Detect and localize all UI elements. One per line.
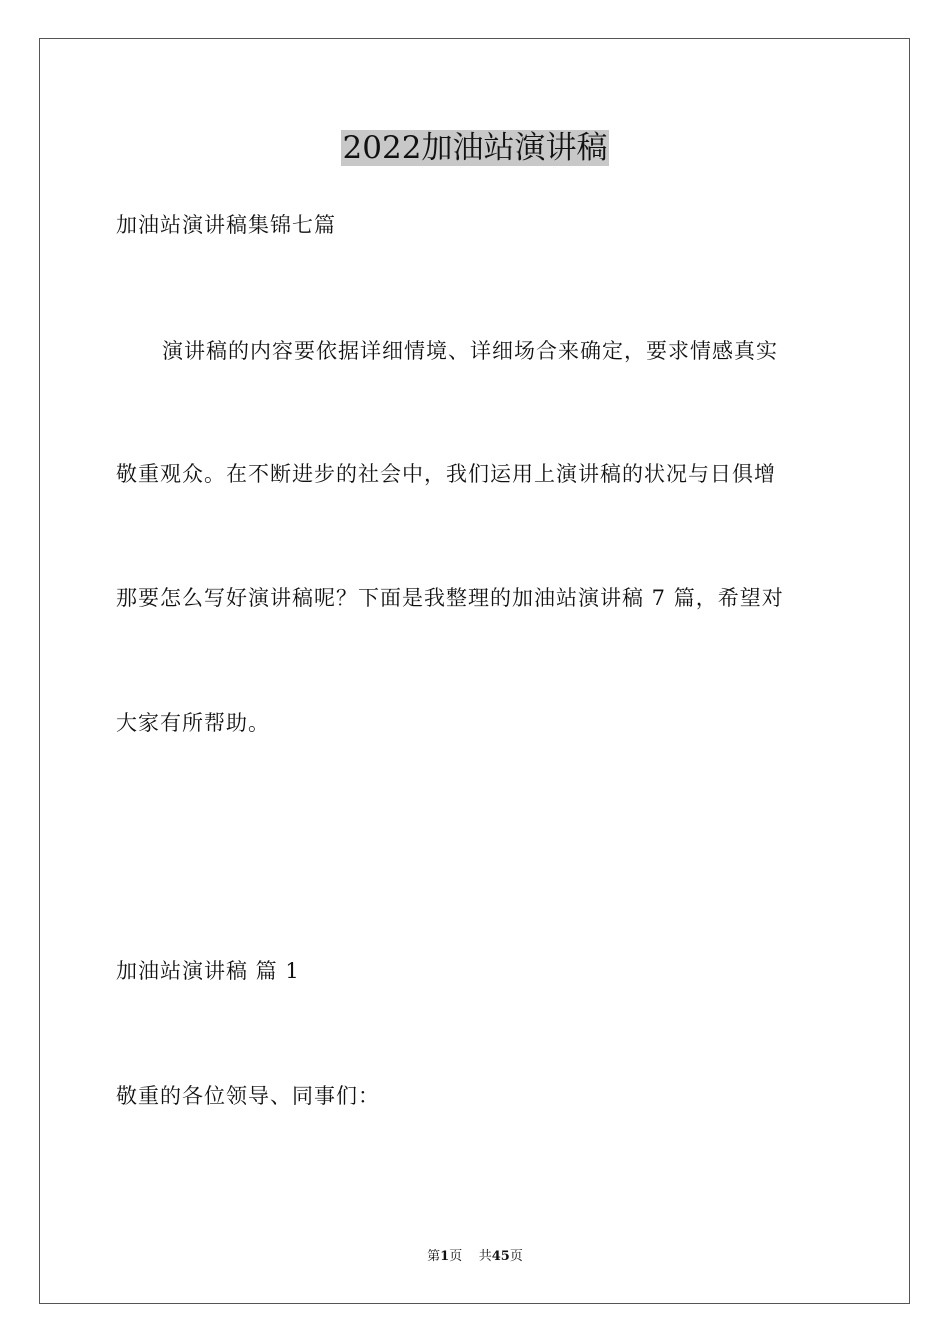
- footer-total-suffix: 页: [509, 1249, 523, 1264]
- intro-line-3: 那要怎么写好演讲稿呢？下面是我整理的加油站演讲稿 7 篇，希望对: [116, 586, 784, 610]
- footer-page-suffix: 页 共: [449, 1249, 492, 1264]
- intro-line-1: 演讲稿的内容要依据详细情境、详细场合来确定，要求情感真实: [162, 339, 778, 363]
- intro-line-4: 大家有所帮助。: [116, 711, 270, 735]
- footer-total-pages: 45: [491, 1249, 510, 1264]
- footer-page-prefix: 第: [427, 1249, 441, 1264]
- section-heading: 加油站演讲稿 篇 1: [116, 959, 300, 983]
- intro-line-2: 敬重观众。在不断进步的社会中，我们运用上演讲稿的状况与日俱增: [116, 462, 776, 486]
- page-footer: [0, 1248, 950, 1266]
- salutation: 敬重的各位领导、同事们：: [116, 1084, 380, 1108]
- document-title: [0, 128, 950, 168]
- document-title-text: 2022加油站演讲稿: [342, 130, 608, 166]
- footer-page-number: 1: [440, 1249, 450, 1264]
- document-subtitle: 加油站演讲稿集锦七篇: [116, 213, 336, 237]
